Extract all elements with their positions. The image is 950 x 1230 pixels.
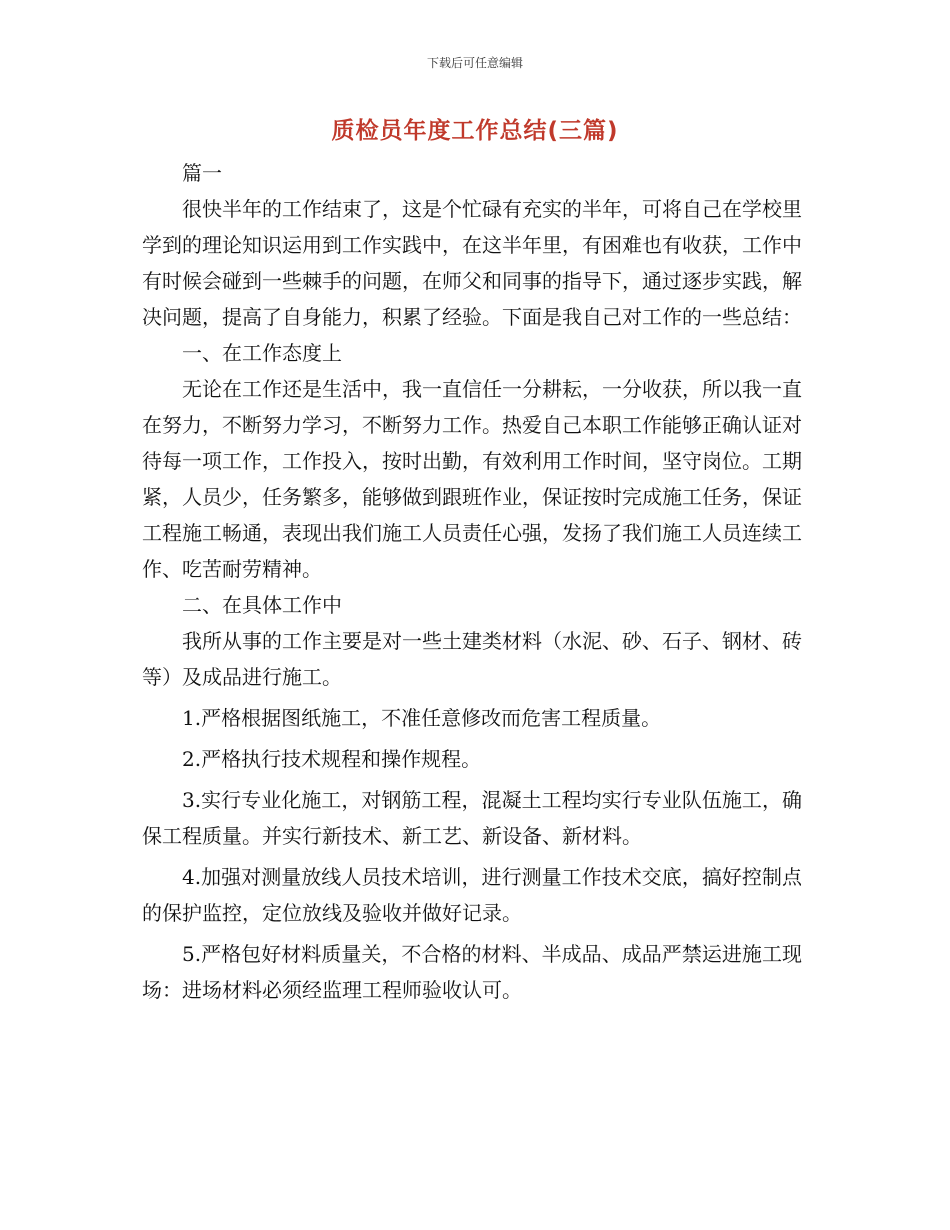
paragraph-intro: 很快半年的工作结束了，这是个忙碌有充实的半年，可将自己在学校里学到的理论知识运用到工作实践中，在这半年里，有困难也有收获，工作中有时候会碰到一些棘手的问题，在师父和同事的指导下，通过逐步实践，解决问题，提高了自身能力，积累了经验。下面是我自己对工作的一些总结：	[142, 197, 802, 329]
section-heading-specific-work: 二、在具体工作中	[182, 593, 342, 617]
document-title: 质检员年度工作总结(三篇)	[331, 118, 619, 144]
header-note: 下载后可任意编辑	[426, 56, 523, 70]
list-item-1: 1.严格根据图纸施工，不准任意修改而危害工程质量。	[182, 706, 662, 730]
paragraph-specific-work: 我所从事的工作主要是对一些土建类材料（水泥、砂、石子、钢材、砖等）及成品进行施工。	[142, 629, 802, 689]
section-label-part-one: 篇一	[182, 161, 222, 185]
list-item-5: 5.严格包好材料质量关，不合格的材料、半成品、成品严禁运进施工现场：进场材料必须经监理工程师验收认可。	[142, 942, 802, 1002]
list-item-4: 4.加强对测量放线人员技术培训，进行测量工作技术交底，搞好控制点的保护监控，定位放线及验收并做好记录。	[142, 865, 802, 925]
list-item-2: 2.严格执行技术规程和操作规程。	[182, 747, 482, 771]
paragraph-attitude: 无论在工作还是生活中，我一直信任一分耕耘，一分收获，所以我一直在努力，不断努力学习，不断努力工作。热爱自己本职工作能够正确认证对待每一项工作，工作投入，按时出勤，有效利用工作时间，坚守岗位。工期紧，人员少，任务繁多，能够做到跟班作业，保证按时完成施工任务，保证工程施工畅通，表现出我们施工人员责任心强，发扬了我们施工人员连续工作、吃苦耐劳精神。	[142, 377, 802, 581]
list-item-3: 3.实行专业化施工，对钢筋工程，混凝土工程均实行专业队伍施工，确保工程质量。并实行新技术、新工艺、新设备、新材料。	[142, 788, 802, 848]
document-body	[142, 155, 802, 1008]
section-heading-attitude: 一、在工作态度上	[182, 341, 342, 365]
